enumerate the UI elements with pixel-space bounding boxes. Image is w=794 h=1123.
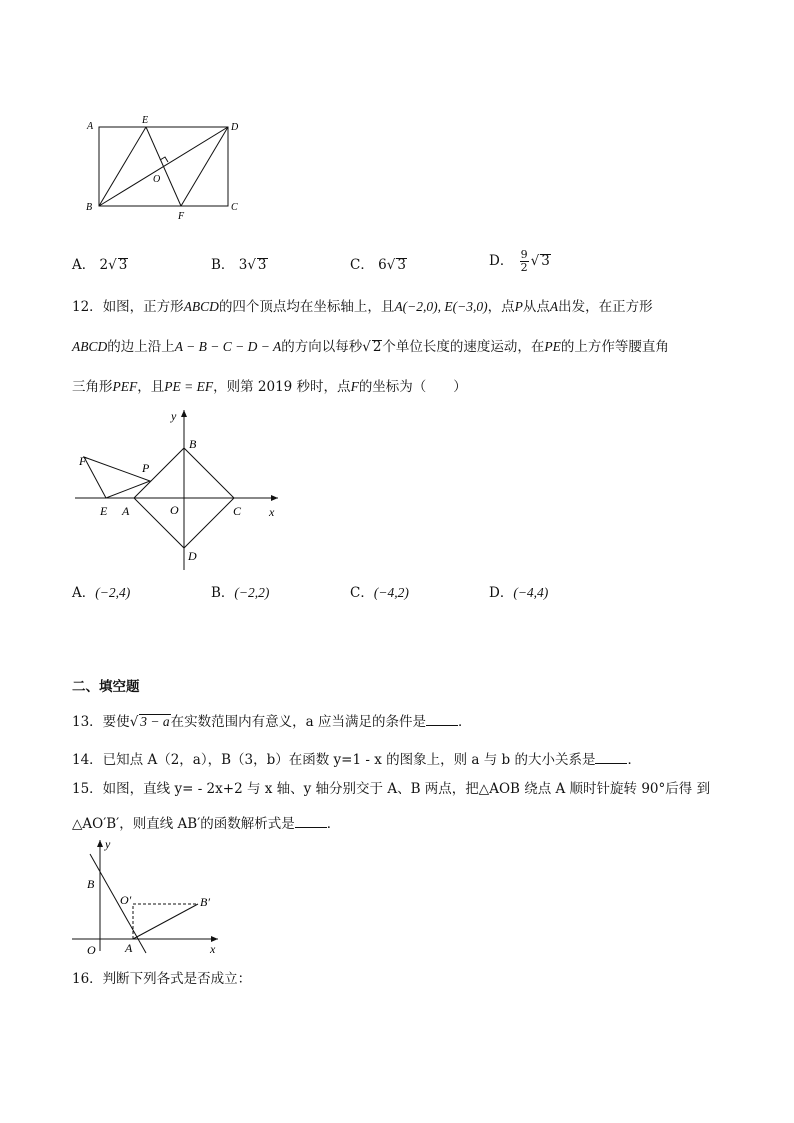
label-y: y: [105, 837, 111, 851]
label-a: A: [87, 121, 94, 132]
q12-line-3: 三角形PEF，且PE = EF，则第 2019 秒时，点F的坐标为（ ）: [72, 379, 467, 395]
label-y: y: [171, 409, 177, 423]
q12-option-d[interactable]: D．(−4,4): [489, 585, 549, 601]
q12-figure: [70, 405, 295, 575]
q11-option-b[interactable]: B． 3√ 3: [211, 257, 267, 273]
label-a: A: [122, 504, 130, 518]
label-b: B: [189, 437, 197, 451]
label-c: C: [231, 202, 238, 213]
q15-figure: [70, 836, 230, 958]
label-b-prime: B′: [200, 895, 210, 909]
label-f: F: [178, 211, 185, 222]
q14-answer-blank[interactable]: [595, 751, 627, 764]
segment-fd: [181, 127, 228, 206]
label-x: x: [210, 942, 216, 956]
segment-be: [99, 127, 146, 206]
label-e: E: [100, 504, 108, 518]
label-o: O: [153, 174, 161, 185]
q14-text: 14．已知点 A（2，a），B（3，b）在函数 y=1 - x 的图象上，则 a 与 b 的大小关系是 ．: [72, 752, 641, 768]
label-x: x: [269, 505, 275, 519]
q11-option-a[interactable]: A． 2√ 3: [72, 257, 128, 273]
q12-line-2: ABCD的边上沿上A − B − C − D − A的方向以每秒√ 2个单位长度的速度运动，在PE的上方作等腰直角: [72, 339, 669, 355]
line-ab: [90, 854, 146, 953]
label-p: P: [142, 461, 150, 475]
q12-option-c[interactable]: C．(−4,2): [350, 585, 409, 601]
q12-option-b[interactable]: B．(−2,2): [211, 585, 270, 601]
label-o: O: [170, 503, 179, 517]
segment-ef: [146, 127, 181, 206]
q13-text: 13．要使√ 3 − a在实数范围内有意义，a 应当满足的条件是 ．: [72, 714, 472, 730]
section-heading: 二、填空题: [72, 679, 140, 695]
label-d: D: [231, 122, 239, 133]
q11-option-d[interactable]: D． $\frac{9}{2}$ √ 3: [489, 248, 550, 275]
label-o: O: [87, 943, 96, 957]
q15-line-2: △AO′B′，则直线 AB′的函数解析式是 ．: [72, 816, 341, 832]
label-f: F: [79, 454, 87, 468]
label-a: A: [125, 941, 133, 955]
q12-line-1: 12．如图，正方形ABCD的四个顶点均在坐标轴上，且A(−2,0), E(−3,0)，点P从点A出发，在正方形: [72, 299, 653, 315]
label-e: E: [142, 115, 149, 126]
q11-figure: [80, 112, 250, 222]
label-b: B: [86, 202, 93, 213]
q13-answer-blank[interactable]: [426, 713, 458, 726]
q16-text: 16．判断下列各式是否成立：: [72, 971, 252, 987]
label-d: D: [188, 549, 197, 563]
q11-option-c[interactable]: C． 6√ 3: [350, 257, 406, 273]
q15-answer-blank[interactable]: [295, 815, 327, 828]
q12-option-a[interactable]: A．(−2,4): [72, 585, 131, 601]
label-b: B: [87, 877, 95, 891]
label-o-prime: O′: [120, 893, 132, 907]
label-c: C: [233, 504, 242, 518]
line-ab-prime: [133, 904, 198, 939]
q15-line-1: 15．如图，直线 y= - 2x+2 与 x 轴、y 轴分别交于 A、B 两点，把△AOB 绕点 A 顺时针旋转 90°后得 到: [72, 781, 711, 797]
